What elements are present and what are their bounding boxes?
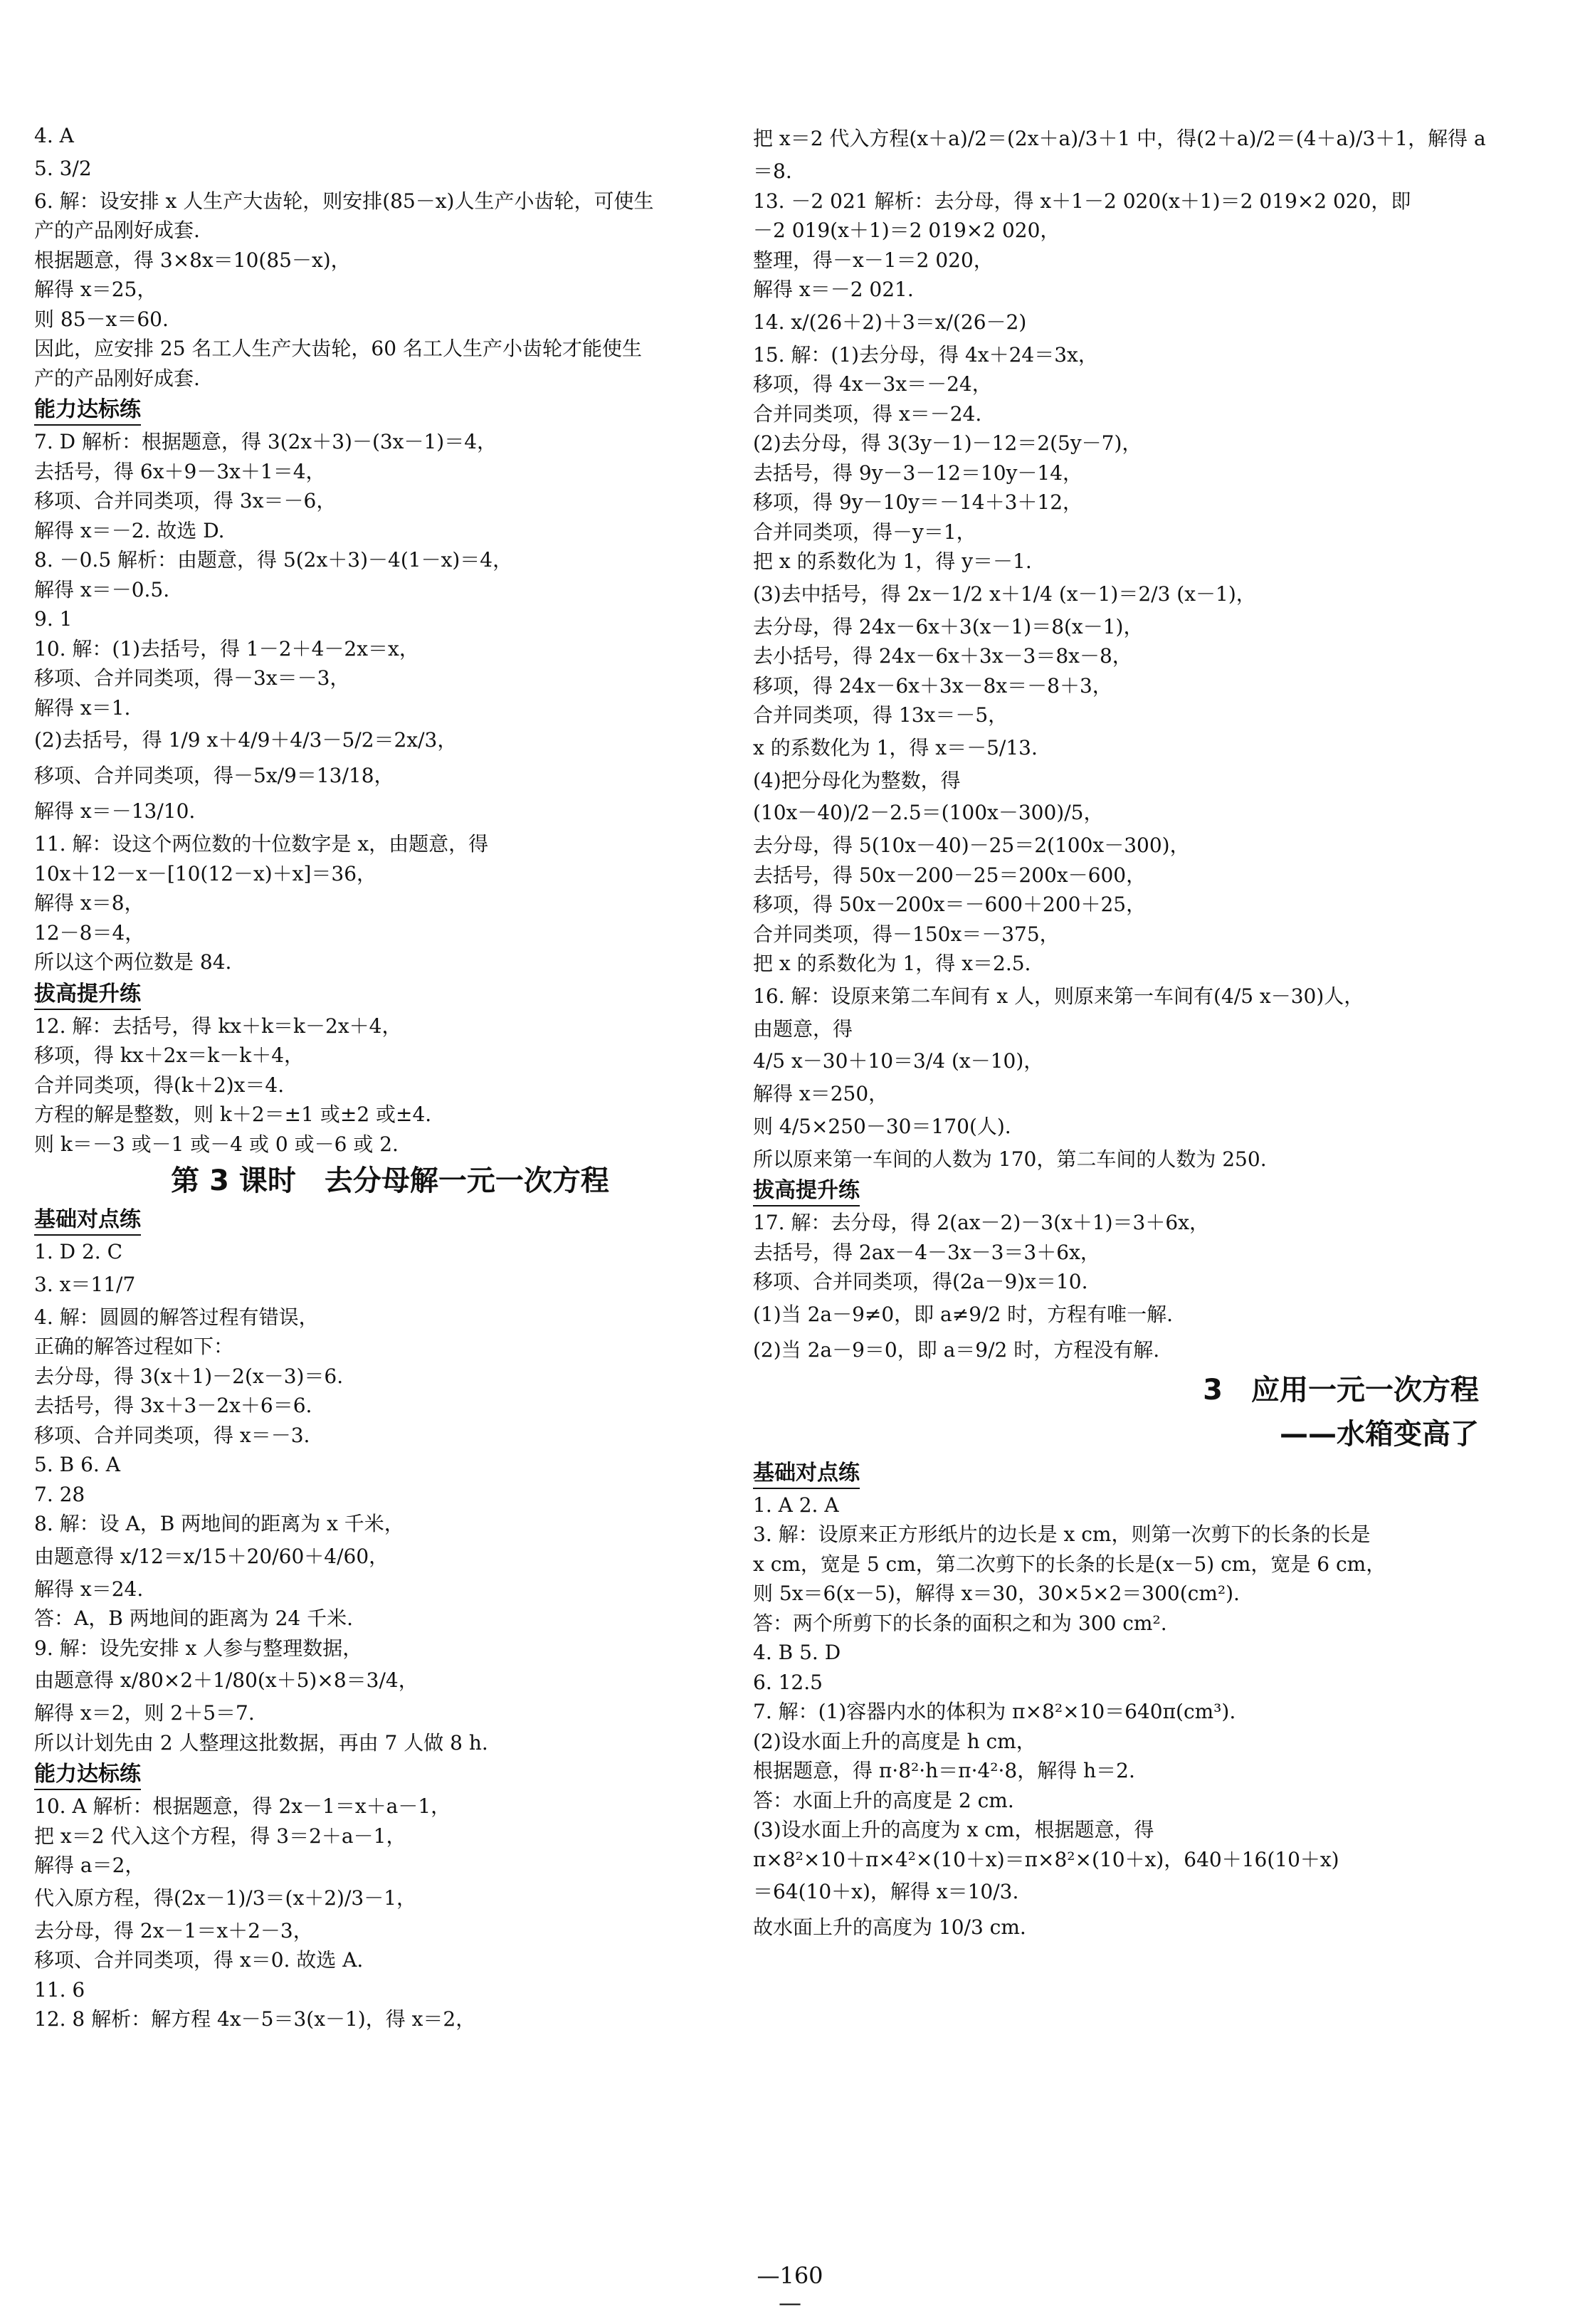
answer-line: 移项、合并同类项，得－5x/9＝13/18， [34, 764, 394, 787]
answer-line: 12. 解：去括号，得 kx＋k＝k－2x＋4， [34, 1014, 402, 1038]
answer-line: 则 85－x＝60. [34, 307, 169, 331]
answer-line: (10x－40)/2－2.5＝(100x－300)/5， [753, 801, 1104, 824]
answer-line: 去括号，得 3x＋3－2x＋6＝6. [34, 1394, 312, 1417]
answer-line: 所以计划先由 2 人整理这批数据，再由 7 人做 8 h. [34, 1730, 488, 1755]
answer-line: 移项、合并同类项，得 x＝0. 故选 A. [34, 1948, 364, 1972]
answer-line: 把 x＝2 代入这个方程，得 3＝2＋a－1， [34, 1824, 406, 1848]
lesson-title: ——水箱变高了 [1280, 1417, 1479, 1451]
answer-line: 由题意得 x/12＝x/15＋20/60＋4/60， [34, 1544, 389, 1568]
answer-line: 解得 x＝－2. 故选 D. [34, 518, 225, 542]
answer-line: 所以这个两位数是 84. [34, 950, 232, 974]
answer-line: 去小括号，得 24x－6x＋3x－3＝8x－8， [753, 644, 1132, 668]
section-heading: 基础对点练 [34, 1206, 141, 1236]
answer-line: 合并同类项，得 13x＝－5， [753, 703, 1008, 727]
answer-line: 13. －2 021 解析：去分母，得 x＋1－2 020(x＋1)＝2 019×2 020，即 [753, 189, 1411, 213]
answer-line: 解得 x＝25， [34, 278, 157, 301]
answer-line: 由题意得 x/80×2＋1/80(x＋5)×8＝3/4， [34, 1668, 418, 1692]
answer-line: －2 019(x＋1)＝2 019×2 020， [753, 219, 1060, 242]
section-heading-wrap [34, 1757, 746, 1792]
answer-line: 移项、合并同类项，得(2a－9)x＝10. [753, 1270, 1088, 1293]
answer-line: 移项、合并同类项，得－3x＝－3， [34, 666, 350, 690]
answer-line: 则 4/5×250－30＝170(人). [753, 1114, 1011, 1138]
section-heading-wrap [753, 1174, 1543, 1208]
answer-line: x 的系数化为 1，得 x＝－5/13. [753, 735, 1038, 759]
answer-line: 4. 解：圆圆的解答过程有错误， [34, 1305, 319, 1329]
answer-line: 4/5 x－30＋10＝3/4 (x－10)， [753, 1049, 1044, 1073]
answer-line: 6. 解：设安排 x 人生产大齿轮，则安排(85－x)人生产小齿轮，可使生 [34, 189, 654, 213]
answer-line: 根据题意，得 3×8x＝10(85－x)， [34, 248, 351, 272]
right-column [753, 121, 1543, 1945]
answer-line: 移项，得 50x－200x＝－600＋200＋25， [753, 893, 1147, 916]
answer-line: 把 x 的系数化为 1，得 y＝－1. [753, 550, 1032, 573]
answer-line: 答：两个所剪下的长条的面积之和为 300 cm². [753, 1611, 1167, 1635]
answer-line: (3)去中括号，得 2x－1/2 x＋1/4 (x－1)＝2/3 (x－1)， [753, 582, 1256, 606]
answer-line: 解得 a＝2， [34, 1854, 145, 1877]
answer-line: (1)当 2a－9≠0，即 a≠9/2 时，方程有唯一解. [753, 1302, 1174, 1326]
answer-line: 故水面上升的高度为 10/3 cm. [753, 1915, 1026, 1939]
answer-line: 代入原方程，得(2x－1)/3＝(x＋2)/3－1， [34, 1886, 417, 1910]
answer-line: 解得 x＝2，则 2＋5＝7. [34, 1701, 255, 1725]
section-heading: 拔高提升练 [753, 1177, 860, 1206]
answer-line: 去括号，得 9y－3－12＝10y－14， [753, 461, 1083, 485]
section-heading: 能力达标练 [34, 1760, 141, 1790]
answer-line: 合并同类项，得－y＝1， [753, 520, 976, 544]
answer-line: 1. D 2. C [34, 1240, 123, 1263]
answer-line: 解得 x＝－13/10. [34, 799, 196, 823]
answer-line: 整理，得－x－1＝2 020， [753, 248, 994, 272]
answer-line: 17. 解：去分母，得 2(ax－2)－3(x＋1)＝3＋6x， [753, 1211, 1209, 1234]
answer-line: (4)把分母化为整数，得 [753, 768, 961, 792]
answer-line: 去分母，得 5(10x－40)－25＝2(100x－300)， [753, 834, 1190, 857]
answer-line: 移项，得 9y－10y＝－14＋3＋12， [753, 490, 1083, 514]
answer-line: ＝8. [753, 159, 792, 183]
answer-line: 5. 3/2 [34, 156, 92, 180]
answer-line: 解得 x＝1. [34, 695, 131, 720]
answer-line: 移项，得 24x－6x＋3x－8x＝－8＋3， [753, 673, 1112, 698]
answer-line: 11. 6 [34, 1977, 85, 2002]
answer-line: 7. 28 [34, 1482, 85, 1506]
answer-line: (3)设水面上升的高度为 x cm，根据题意，得 [753, 1818, 1154, 1841]
answer-line: 产的产品刚好成套. [34, 219, 200, 242]
section-heading-wrap [34, 977, 746, 1011]
answer-line: 则 5x＝6(x－5)，解得 x＝30，30×5×2＝300(cm²). [753, 1582, 1240, 1605]
answer-line: 移项，得 kx＋2x＝k－k＋4， [34, 1043, 305, 1067]
section-heading: 基础对点练 [753, 1459, 860, 1489]
answer-line: 移项、合并同类项，得 3x＝－6， [34, 489, 337, 512]
answer-line: 14. x/(26＋2)＋3＝x/(26－2) [753, 310, 1027, 334]
answer-line: (2)当 2a－9＝0，即 a＝9/2 时，方程没有解. [753, 1337, 1160, 1362]
lesson-title: 第 3 课时 去分母解一元一次方程 [171, 1164, 609, 1197]
answer-line: 解得 x＝24. [34, 1577, 144, 1601]
answer-line: 3. 解：设原来正方形纸片的边长是 x cm，则第一次剪下的长条的长是 [753, 1523, 1371, 1546]
answer-line: 6. 12.5 [753, 1670, 823, 1694]
answer-line: 7. 解：(1)容器内水的体积为 π×8²×10＝640π(cm³). [753, 1700, 1236, 1723]
answer-line: 所以原来第一车间的人数为 170，第二车间的人数为 250. [753, 1147, 1267, 1171]
answer-line: 10x＋12－x－[10(12－x)＋x]＝36， [34, 861, 377, 885]
answer-line: (2)设水面上升的高度是 h cm， [753, 1729, 1036, 1753]
answer-line: 解得 x＝250， [753, 1082, 889, 1105]
section-heading-wrap [753, 1456, 1543, 1490]
section-heading: 能力达标练 [34, 396, 141, 426]
answer-line: 8. －0.5 解析：由题意，得 5(2x＋3)－4(1－x)＝4， [34, 548, 513, 572]
answer-line: 去分母，得 3(x＋1)－2(x－3)＝6. [34, 1364, 344, 1388]
answer-line: x cm，宽是 5 cm，第二次剪下的长条的长是(x－5) cm，宽是 6 cm， [753, 1552, 1386, 1576]
answer-line: 12－8＝4， [34, 920, 145, 945]
answer-line: π×8²×10＋π×4²×(10＋x)＝π×8²×(10＋x)，640＋16(10＋x) [753, 1847, 1339, 1871]
answer-line: 解得 x＝8， [34, 891, 144, 915]
page-number: —160— [757, 2262, 823, 2316]
answer-line: 方程的解是整数，则 k＋2＝±1 或±2 或±4. [34, 1103, 432, 1126]
answer-line: (2)去括号，得 1/9 x＋4/9＋4/3－5/2＝2x/3， [34, 728, 458, 752]
answer-line: 3. x＝11/7 [34, 1272, 136, 1296]
answer-line: 正确的解答过程如下： [34, 1335, 234, 1358]
answer-line: 答：A，B 两地间的距离为 24 千米. [34, 1607, 354, 1630]
section-heading: 拔高提升练 [34, 980, 141, 1010]
section-heading-wrap [34, 393, 746, 427]
answer-line: 8. 解：设 A，B 两地间的距离为 x 千米， [34, 1512, 404, 1535]
lesson-title: 3 应用一元一次方程 [1203, 1373, 1479, 1407]
answer-line: 7. D 解析：根据题意，得 3(2x＋3)－(3x－1)＝4， [34, 430, 497, 453]
answer-line: 9. 解：设先安排 x 人参与整理数据， [34, 1636, 363, 1660]
answer-line: 移项、合并同类项，得 x＝－3. [34, 1423, 310, 1447]
answer-line: 去括号，得 6x＋9－3x＋1＝4， [34, 459, 326, 483]
answer-line: 则 k＝－3 或－1 或－4 或 0 或－6 或 2. [34, 1132, 399, 1156]
answer-line: 去分母，得 2x－1＝x＋2－3， [34, 1918, 313, 1942]
answer-line: 去括号，得 50x－200－25＝200x－600， [753, 863, 1147, 887]
answer-line: 答：水面上升的高度是 2 cm. [753, 1788, 1014, 1812]
answer-line: 9. 1 [34, 607, 73, 631]
answer-line: 10. A 解析：根据题意，得 2x－1＝x＋a－1， [34, 1794, 451, 1818]
answer-line: 由题意，得 [753, 1016, 853, 1041]
answer-line: 1. A 2. A [753, 1493, 839, 1517]
answer-line: 16. 解：设原来第二车间有 x 人，则原来第一车间有(4/5 x－30)人， [753, 984, 1364, 1008]
answer-line: 移项，得 4x－3x＝－24， [753, 372, 992, 396]
answer-line: 去分母，得 24x－6x＋3(x－1)＝8(x－1)， [753, 614, 1144, 638]
answer-line: 4. A [34, 124, 74, 147]
answer-line: 把 x 的系数化为 1，得 x＝2.5. [753, 952, 1031, 975]
answer-line: 因此，应安排 25 名工人生产大齿轮，60 名工人生产小齿轮才能使生 [34, 337, 642, 360]
answer-line: 15. 解：(1)去分母，得 4x＋24＝3x， [753, 342, 1098, 367]
answer-line: 11. 解：设这个两位数的十位数字是 x，由题意，得 [34, 832, 489, 856]
answer-line: 10. 解：(1)去括号，得 1－2＋4－2x＝x， [34, 636, 419, 661]
answer-line: 解得 x＝－0.5. [34, 577, 170, 601]
answer-line: ＝64(10＋x)，解得 x＝10/3. [753, 1880, 1019, 1903]
answer-line: 合并同类项，得 x＝－24. [753, 401, 982, 426]
answer-line: 12. 8 解析：解方程 4x－5＝3(x－1)，得 x＝2， [34, 2007, 476, 2031]
left-column [34, 121, 746, 2034]
answer-line: 把 x＝2 代入方程(x＋a)/2＝(2x＋a)/3＋1 中，得(2＋a)/2＝(4＋a)/3＋1，解得 a [753, 127, 1486, 150]
answer-line: 4. B 5. D [753, 1641, 841, 1664]
answer-line: 5. B 6. A [34, 1453, 120, 1476]
answer-line: 产的产品刚好成套. [34, 366, 200, 390]
answer-line: (2)去分母，得 3(3y－1)－12＝2(5y－7)， [753, 431, 1142, 455]
answer-line: 合并同类项，得－150x＝－375， [753, 922, 1060, 946]
answer-line: 合并同类项，得(k＋2)x＝4. [34, 1073, 285, 1097]
answer-line: 去括号，得 2ax－4－3x－3＝3＋6x， [753, 1240, 1100, 1264]
answer-line: 根据题意，得 π·8²·h＝π·4²·8，解得 h＝2. [753, 1759, 1135, 1782]
section-heading-wrap [34, 1203, 746, 1237]
answer-line: 解得 x＝－2 021. [753, 278, 914, 301]
